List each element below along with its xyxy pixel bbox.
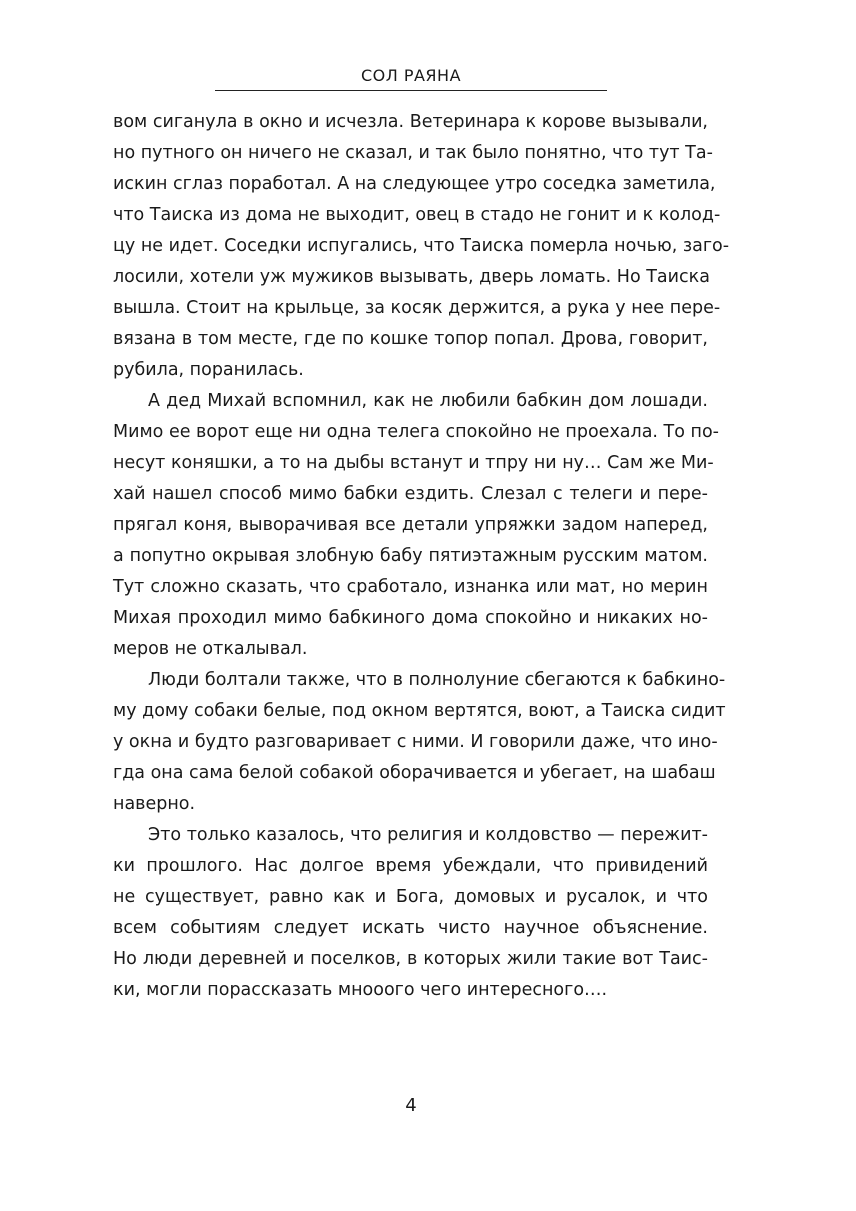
text-line: прягал коня, выворачивая все детали упряжки задом наперед,	[113, 515, 708, 535]
body-text	[113, 107, 730, 1006]
text-line: меров не откалывал.	[113, 639, 308, 659]
text-line: Михая проходил мимо бабкиного дома спокойно и никаких но-	[113, 608, 708, 628]
paragraph	[113, 820, 708, 1006]
text-line: у окна и будто разговаривает с ними. И говорили даже, что ино-	[113, 732, 718, 752]
text-line: хай нашел способ мимо бабки ездить. Слезал с телеги и пере-	[113, 484, 708, 504]
text-line: всем событиям следует искать чисто научное объяснение.	[113, 918, 708, 938]
text-line: Мимо ее ворот еще ни одна телега спокойно не проехала. То по-	[113, 422, 719, 442]
text-line: несут коняшки, а то на дыбы встанут и тпру ни ну… Сам же Ми-	[113, 453, 714, 473]
header-rule	[215, 90, 607, 91]
text-line: рубила, поранилась.	[113, 360, 304, 380]
paragraph	[113, 107, 730, 386]
text-line: Тут сложно сказать, что сработало, изнанка или мат, но мерин	[113, 577, 708, 597]
paragraph	[113, 386, 719, 665]
text-line: а попутно окрывая злобную бабу пятиэтажным русским матом.	[113, 546, 708, 566]
text-line: Но люди деревней и поселков, в которых жили такие вот Таис-	[113, 949, 708, 969]
text-line: ки прошлого. Нас долгое время убеждали, что привидений	[113, 856, 708, 876]
text-line: Это только казалось, что религия и колдовство — пережит-	[148, 825, 708, 845]
text-line: но путного он ничего не сказал, и так было понятно, что тут Та-	[113, 143, 713, 163]
text-line: что Таиска из дома не выходит, овец в стадо не гонит и к колод-	[113, 205, 721, 225]
page-number: 4	[405, 1095, 417, 1116]
text-line: искин сглаз поработал. А на следующее утро соседка заметила,	[113, 174, 716, 194]
text-line: не существует, равно как и Бога, домовых и русалок, и что	[113, 887, 708, 907]
text-line: ки, могли порассказать мнооого чего интересного….	[113, 980, 608, 1000]
text-line: Люди болтали также, что в полнолуние сбегаются к бабкино-	[148, 670, 726, 690]
text-line: цу не идет. Соседки испугались, что Таиска померла ночью, заго-	[113, 236, 730, 256]
running-head-author: СОЛ РАЯНА	[360, 66, 462, 85]
text-line: вышла. Стоит на крыльце, за косяк держится, а рука у нее пере-	[113, 298, 721, 318]
text-line: лосили, хотели уж мужиков вызывать, дверь ломать. Но Таиска	[113, 267, 710, 287]
text-line: наверно.	[113, 794, 196, 814]
text-line: вом сиганула в окно и исчезла. Ветеринара к корове вызывали,	[113, 112, 708, 132]
text-line: вязана в том месте, где по кошке топор попал. Дрова, говорит,	[113, 329, 708, 349]
text-line: му дому собаки белые, под окном вертятся, воют, а Таиска сидит	[113, 701, 726, 721]
text-line: гда она сама белой собакой оборачивается и убегает, на шабаш	[113, 763, 716, 783]
text-line: А дед Михай вспомнил, как не любили бабкин дом лошади.	[148, 391, 708, 411]
paragraph	[113, 665, 726, 820]
